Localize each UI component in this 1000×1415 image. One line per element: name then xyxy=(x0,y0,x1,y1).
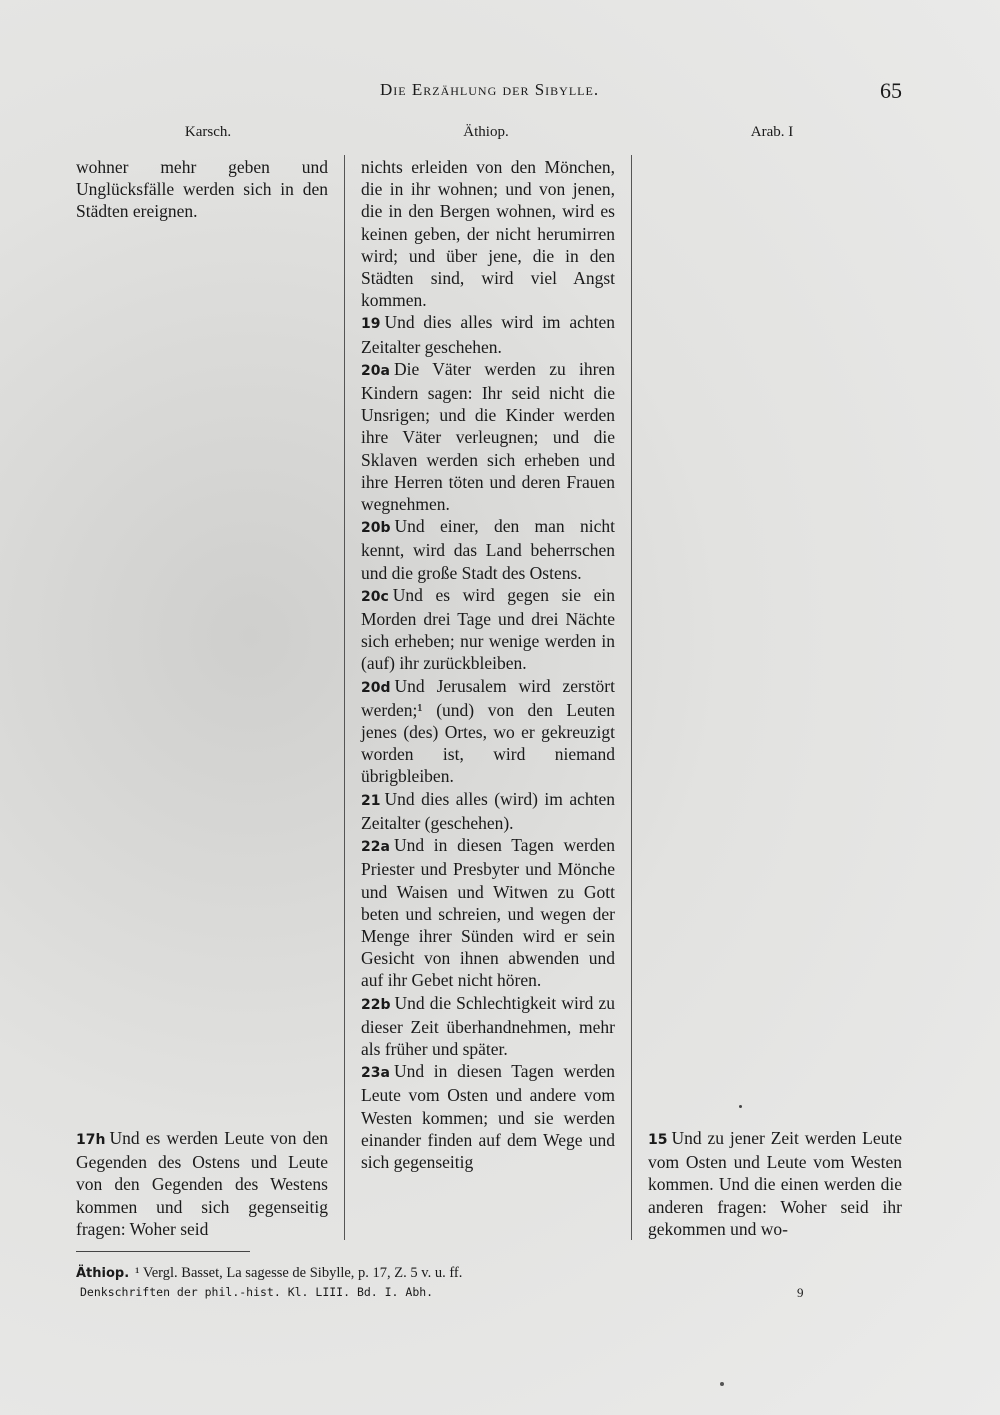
column-heading-karsch: Karsch. xyxy=(184,124,232,140)
section-text: Und in diesen Tagen werden Priester und Presbyter und Mönche und Waisen und Witwen zu Gott beten und schreien, und wegen der Menge ihrer Sünden wird er sein Gesicht von ihnen abwenden und auf ihr Gebet nicht hören. xyxy=(361,835,615,991)
aethiop-section-19 xyxy=(361,311,615,357)
section-label: 20c xyxy=(361,588,389,605)
section-label: 20b xyxy=(361,520,391,537)
aethiop-section-23a xyxy=(361,1060,615,1173)
aethiop-section-20b xyxy=(361,515,615,584)
section-label: 22a xyxy=(361,839,390,856)
aethiop-column xyxy=(361,156,615,1173)
karsch-column-top xyxy=(76,156,328,223)
aethiop-section-20a xyxy=(361,358,615,515)
sheet-signature: 9 xyxy=(797,1285,804,1300)
section-text: Und die Schlechtigkeit wird zu dieser Zeit überhandnehmen, mehr als früher und später. xyxy=(361,992,615,1059)
column-heading-aethiop: Äthiop. xyxy=(463,124,509,140)
section-label: 23a xyxy=(361,1065,390,1082)
aethiop-section-20d xyxy=(361,675,615,788)
arab-section-15 xyxy=(648,1127,902,1240)
section-text: Und in diesen Tagen werden Leute vom Osten und andere vom Westen kommen; und sie werden einander finden auf dem Wege und sich gegenseitig xyxy=(361,1061,615,1172)
ink-speck xyxy=(739,1105,742,1108)
running-title: Die Erzählung der Sibylle. xyxy=(380,80,600,99)
section-label: 21 xyxy=(361,792,381,809)
column-divider-left xyxy=(344,155,345,1240)
section-text: Und Jerusalem wird zerstört werden;¹ (und) von den Leuten jenes (des) Ortes, wo er gekreuzigt worden ist, wird niemand übrigbleiben. xyxy=(361,675,615,787)
section-text: Und einer, den man nicht kennt, wird das Land beherrschen und die große Stadt des Ostens. xyxy=(361,516,615,583)
footnote-rule xyxy=(76,1251,250,1252)
section-label: 17h xyxy=(76,1132,106,1148)
column-heading-arab: Arab. I xyxy=(750,124,794,140)
section-label: 19 xyxy=(361,316,381,333)
section-label: 20d xyxy=(361,679,391,696)
karsch-column-bottom xyxy=(76,1127,328,1240)
karsch-paragraph: wohner mehr geben und Unglücksfälle werden sich in den Städten ereignen. xyxy=(76,157,328,222)
column-divider-right xyxy=(631,155,632,1240)
ink-speck xyxy=(720,1382,724,1386)
imprint-line: Denkschriften der phil.-hist. Kl. LIII. Bd. I. Abh. xyxy=(80,1285,434,1299)
show-through-texture xyxy=(648,156,902,406)
aethiop-section-22a xyxy=(361,834,615,991)
section-label: 22b xyxy=(361,996,391,1013)
section-text: Und es wird gegen sie ein Morden drei Tage und drei Nächte sich erheben; nur wenige werden in (auf) ihr zurückbleiben. xyxy=(361,584,615,674)
aethiop-intro: nichts erleiden von den Mönchen, die in ihr wohnen; und von jenen, die in den Bergen wohnen, wird es keinen geben, der nicht herumirren wird; und über jene, die in den Städten sind, wird viel Angst kommen. xyxy=(361,157,615,311)
karsch-section-17h xyxy=(76,1127,328,1240)
section-label: 20a xyxy=(361,362,390,379)
aethiop-section-22b xyxy=(361,992,615,1061)
footnote xyxy=(76,1265,462,1282)
footnote-text: ¹ Vergl. Basset, La sagesse de Sibylle, p. 17, Z. 5 v. u. ff. xyxy=(135,1265,463,1281)
show-through-texture xyxy=(648,490,902,750)
section-text: Und zu jener Zeit werden Leute vom Osten und Leute vom Westen kommen. Und die einen werden die anderen fragen: Woher seid ihr gekommen und wo- xyxy=(648,1128,902,1239)
section-label: 15 xyxy=(648,1132,668,1148)
section-text: Und dies alles wird im achten Zeitalter geschehen. xyxy=(361,312,615,357)
section-text: Und es werden Leute von den Gegenden des Ostens und Leute von den Gegenden des Westens kommen und sich gegenseitig fragen: Woher seid xyxy=(76,1128,328,1239)
aethiop-section-20c xyxy=(361,584,615,675)
section-text: Und dies alles (wird) im achten Zeitalter (geschehen). xyxy=(361,788,615,833)
aethiop-section-21 xyxy=(361,788,615,834)
arab-column xyxy=(648,1127,902,1240)
page-number: 65 xyxy=(880,78,902,103)
footnote-label: Äthiop. xyxy=(76,1266,130,1281)
section-text: Die Väter werden zu ihren Kindern sagen: Ihr seid nicht die Unsrigen; und die Kinder werden ihre Väter verleugnen; und die Sklaven werden sich erheben und ihre Herren töten und deren Frauen wegnehmen. xyxy=(361,358,615,515)
